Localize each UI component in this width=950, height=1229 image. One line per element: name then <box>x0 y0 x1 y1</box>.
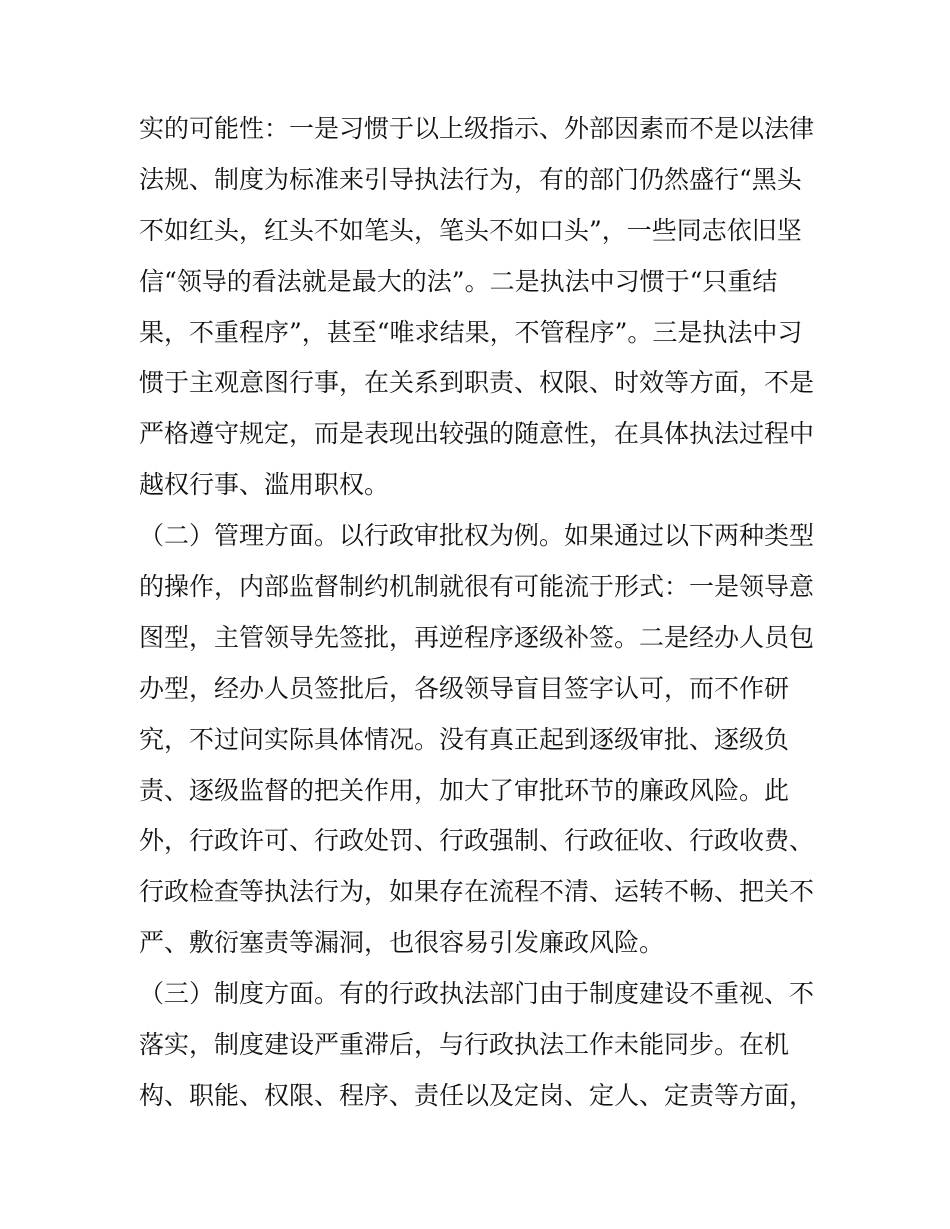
text-line: 法规、制度为标准来引导执法行为，有的部门仍然盛行“黑头 <box>139 164 802 194</box>
text-line: 果，不重程序”，甚至“唯求结果，不管程序”。三是执法中习 <box>139 317 803 347</box>
text-line: 外，行政许可、行政处罚、行政强制、行政征收、行政收费、 <box>139 826 815 856</box>
text-line: 办型，经办人员签批后，各级领导盲目签字认可，而不作研 <box>139 673 790 703</box>
text-line: 惯于主观意图行事，在关系到职责、权限、时效等方面，不是 <box>139 368 815 398</box>
text-line: 严格遵守规定，而是表现出较强的随意性，在具体执法过程中 <box>139 419 815 449</box>
text-line: 行政检查等执法行为，如果存在流程不清、运转不畅、把关不 <box>139 877 815 907</box>
text-line: 越权行事、滥用职权。 <box>139 470 390 500</box>
text-line: 责、逐级监督的把关作用，加大了审批环节的廉政风险。此 <box>139 775 790 805</box>
body-text <box>139 104 819 1122</box>
text-line: 严、敷衍塞责等漏洞，也很容易引发廉政风险。 <box>139 928 665 958</box>
text-line: 信“领导的看法就是最大的法”。二是执法中习惯于“只重结 <box>139 266 778 296</box>
text-line: 究，不过问实际具体情况。没有真正起到逐级审批、逐级负 <box>139 724 790 754</box>
section-heading-line: （二）管理方面。以行政审批权为例。如果通过以下两种类型 <box>139 521 815 551</box>
text-line: 图型，主管领导先签批，再逆程序逐级补签。二是经办人员包 <box>139 622 815 652</box>
text-line: 不如红头，红头不如笔头，笔头不如口头”，一些同志依旧坚 <box>139 215 802 245</box>
text-line: 实的可能性：一是习惯于以上级指示、外部因素而不是以法律 <box>139 114 815 143</box>
text-line: 落实，制度建设严重滞后，与行政执法工作未能同步。在机 <box>139 1030 790 1060</box>
text-line: 的操作，内部监督制约机制就很有可能流于形式：一是领导意 <box>139 572 815 602</box>
text-line: 构、职能、权限、程序、责任以及定岗、定人、定责等方面， <box>139 1080 815 1110</box>
section-heading-line: （三）制度方面。有的行政执法部门由于制度建设不重视、不 <box>139 979 815 1009</box>
